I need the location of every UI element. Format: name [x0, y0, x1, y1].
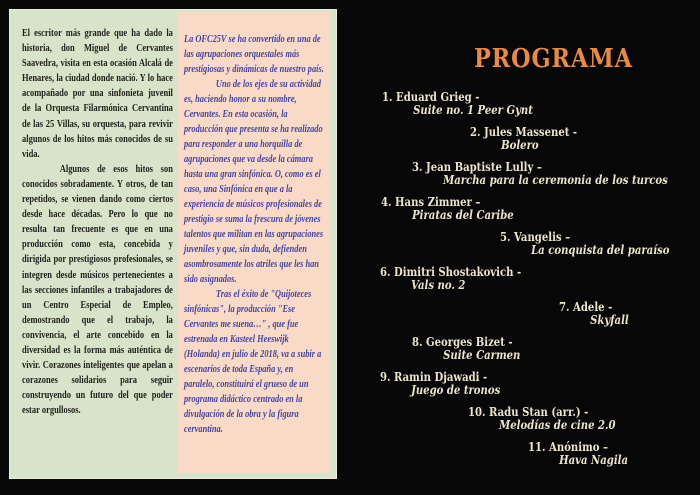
- program-item: [468, 406, 616, 432]
- program-item-composer: 7. Adele -: [559, 300, 613, 314]
- program-item-composer: 1. Eduard Grieg -: [382, 90, 480, 104]
- program-item: [380, 371, 500, 397]
- program-item: [381, 196, 514, 222]
- about-column: [177, 12, 330, 473]
- program-item-piece: Melodías de cine 2.0: [499, 418, 616, 432]
- program-item-composer: 3. Jean Baptiste Lully –: [412, 160, 542, 174]
- program-item-piece: Skyfall: [590, 313, 629, 327]
- program-item-composer: 5. Vangelis –: [500, 230, 571, 244]
- program-item-piece: La conquista del paraíso: [531, 243, 670, 257]
- about-paragraph: Uno de los ejes de su actividad es, haciendo honor a su nombre, Cervantes. En esta ocasión, la producción que presenta se ha realizado para responder a una horquilla de agrupaciones que va desde la cámara hasta una gran sinfónica. O, como es el caso, una Sinfónica en que a la experiencia de músicos profesionales de prestigio se suma la frescura de jóvenes talentos que militan en las agrupaciones juveniles y que, sin duda, defienden asombrosamente los atriles que les han sido asignados.: [184, 78, 324, 285]
- program-item-piece: Hava Nagila: [559, 453, 629, 467]
- program-item-composer: 6. Dimitri Shostakovich -: [380, 265, 522, 279]
- program-item-composer: 8. Georges Bizet -: [412, 335, 513, 349]
- program-item: [412, 161, 668, 187]
- program-item-piece: Bolero: [501, 138, 539, 152]
- program-item-piece: Piratas del Caribe: [412, 208, 514, 222]
- program-item-piece: Suite Carmen: [443, 348, 521, 362]
- program-item: [500, 231, 669, 257]
- left-page: [9, 9, 337, 479]
- about-paragraph: La OFC25V se ha convertido en una de las agrupaciones orquestales más prestigiosas y dinámicas de nuestro país.: [184, 33, 324, 75]
- program-item-composer: 10. Radu Stan (arr.) -: [468, 405, 589, 419]
- program-item: [528, 441, 628, 467]
- program-item-piece: Suite no. 1 Peer Gynt: [413, 103, 533, 117]
- about-text: [184, 32, 325, 437]
- program-item: [412, 336, 520, 362]
- program-item: [380, 266, 521, 292]
- program-item-piece: Vals no. 2: [411, 278, 466, 292]
- intro-column: [22, 26, 173, 418]
- program-title: PROGRAMA: [474, 44, 633, 74]
- program-item: [382, 91, 533, 117]
- program-item-composer: 2. Jules Massenet -: [470, 125, 578, 139]
- intro-paragraph: El escritor más grande que ha dado la historia, don Miguel de Cervantes Saavedra, visita en esta ocasión Alcalá de Henares, la ciudad donde nació. Y lo hace acompañado por una sinfonieta juvenil de la Orquesta Filarmónica Cervantina de las 25 Villas, su orquesta, para revivir algunos de los hitos más conocidos de su vida.: [22, 27, 173, 160]
- program-item: [559, 301, 629, 327]
- intro-paragraph: Algunos de esos hitos son conocidos sobradamente. Y otros, de tan repetidos, se vienen dando como ciertos desde hace décadas. Pero lo que no resulta tan frecuente es que en una producción como esta, concebida y dirigida por prestigiosos profesionales, se integren desde músicos pertenecientes a las secciones infantiles a trabajadores de un Centro Especial de Empleo, demostrando que el trabajo, la convivencia, el arte concebido en la diversidad es la forma más auténtica de vivir. Corazones inteligentes que apelan a corazones solidarios para seguir construyendo un futuro del que poder estar orgullosos.: [22, 162, 173, 417]
- program-item: [470, 126, 577, 152]
- program-item-piece: Juego de tronos: [411, 383, 501, 397]
- program-item-piece: Marcha para la ceremonia de los turcos: [443, 173, 668, 187]
- program-item-composer: 9. Ramin Djawadi -: [380, 370, 488, 384]
- program-item-composer: 4. Hans Zimmer –: [381, 195, 481, 209]
- program-item-composer: 11. Anónimo –: [528, 440, 609, 454]
- about-paragraph: Tras el éxito de "Quijoteces sinfónicas", la producción "Ese Cervantes me suena…" , que fue estrenada en Kasteel Heeswijk (Holanda) en julio de 2018, va a subir a escenarios de toda España y, en paralelo, constituirá el grueso de un programa didáctico centrado en la divulgación de la obra y la figura cervantina.: [184, 288, 322, 435]
